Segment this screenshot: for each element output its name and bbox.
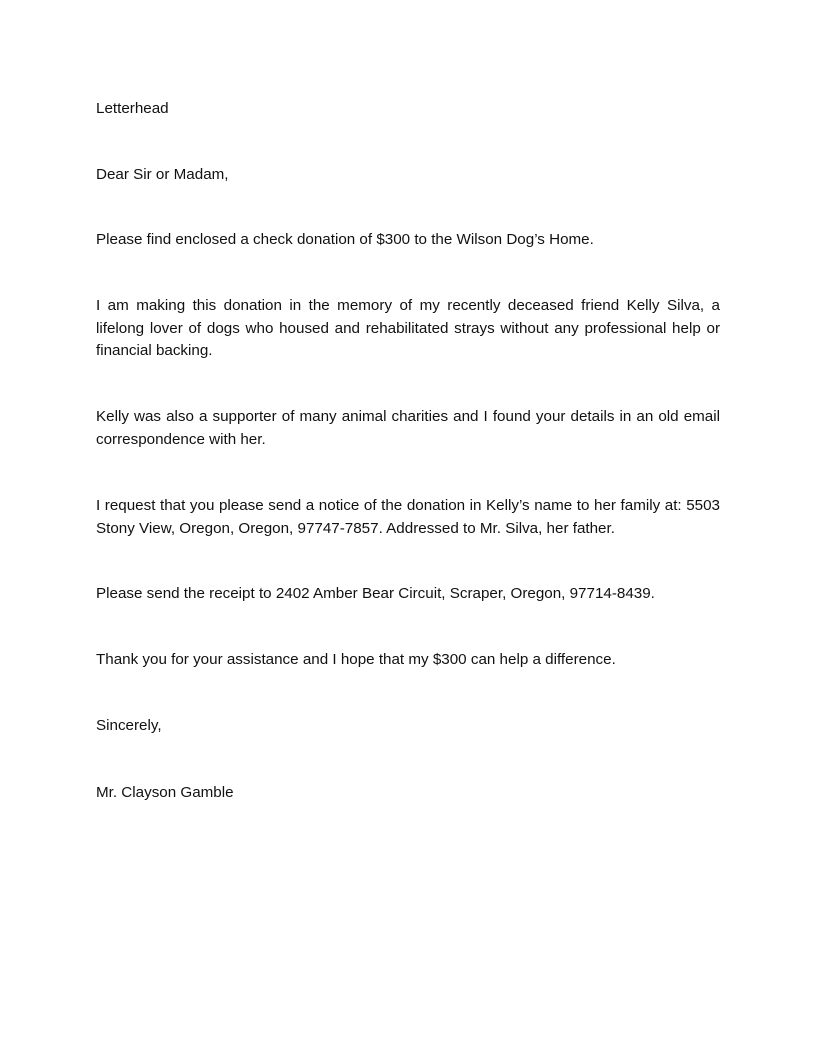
paragraph-receipt: Please send the receipt to 2402 Amber Bear Circuit, Scraper, Oregon, 97714-8439. [96,585,655,602]
paragraph-notice-request: I request that you please send a notice of the donation in Kelly’s name to her family at: 5503 Stony View, Oregon, Oregon, 97747-7857. Addressed to Mr. Silva, her father. [96,497,720,537]
paragraph-memorial: I am making this donation in the memory of my recently deceased friend Kelly Silva, a lifelong lover of dogs who housed and rehabilitated strays without any professional help or financial backing. [96,297,720,359]
salutation: Dear Sir or Madam, [96,166,229,183]
paragraph-thanks: Thank you for your assistance and I hope that my $300 can help a difference. [96,651,616,668]
signature-name: Mr. Clayson Gamble [96,784,234,801]
paragraph-supporter: Kelly was also a supporter of many animal charities and I found your details in an old email correspondence with her. [96,408,720,448]
closing: Sincerely, [96,717,162,734]
letterhead: Letterhead [96,100,169,117]
paragraph-donation-enclosed: Please find enclosed a check donation of $300 to the Wilson Dog’s Home. [96,231,594,248]
